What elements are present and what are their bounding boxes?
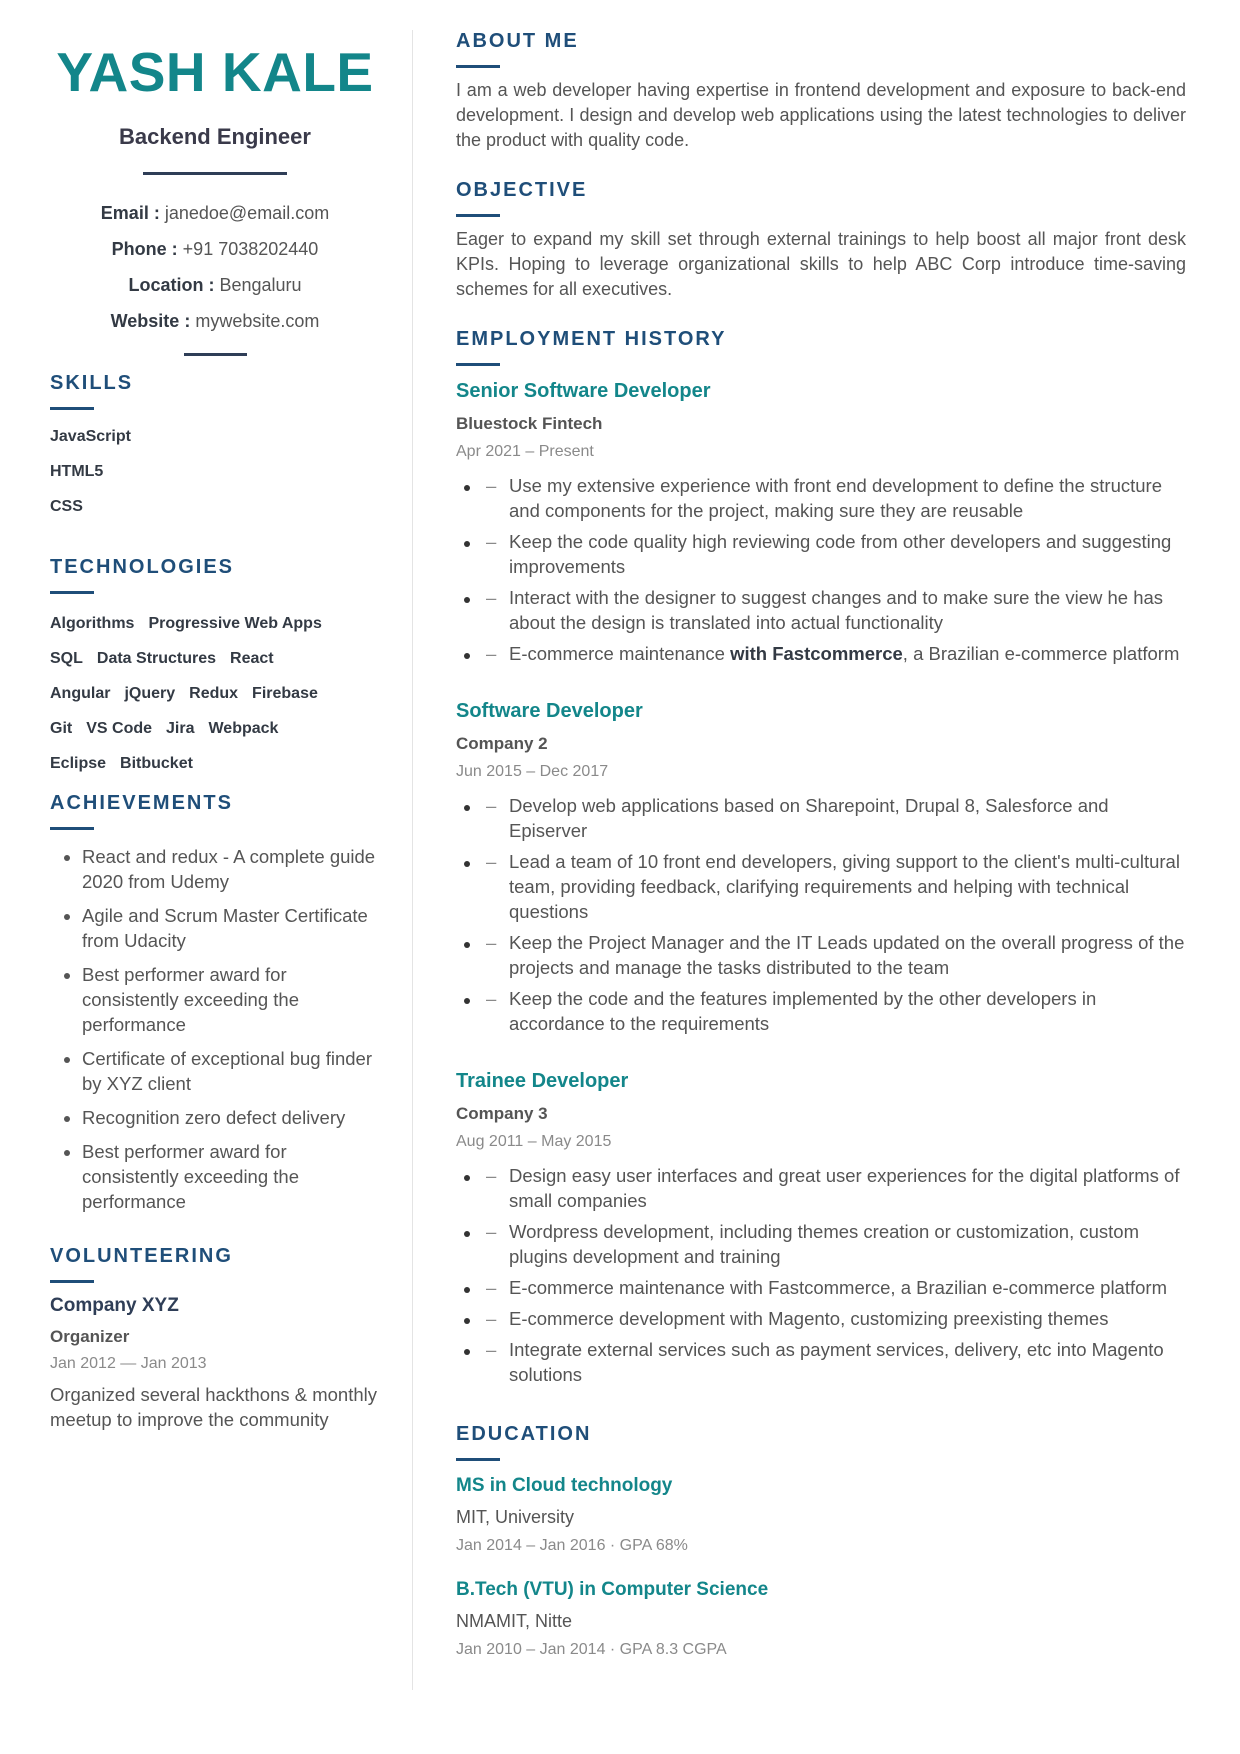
achievement-item: • Certificate of exceptional bug finder by XYZ client <box>82 1046 380 1096</box>
job-bullet: – E-commerce maintenance with Fastcommerce, a Brazilian e-commerce platform <box>456 641 1186 666</box>
job-bullets <box>456 1163 1186 1387</box>
job-bullet: – Interact with the designer to suggest changes and to make sure the view he has about the design is translated into actual functionality <box>456 585 1186 635</box>
contact-phone <box>50 231 380 267</box>
tech-row <box>50 676 380 711</box>
job-bullet: – Wordpress development, including themes creation or customization, custom plugins development and training <box>456 1219 1186 1269</box>
role-divider <box>143 172 287 175</box>
objective-heading: OBJECTIVE <box>456 179 588 201</box>
volunteering-role: Organizer <box>50 1327 130 1346</box>
tech-item: React <box>230 650 274 667</box>
achievements-section <box>50 792 380 1223</box>
job-entry <box>456 380 1186 666</box>
skill-item: CSS <box>50 498 83 515</box>
education-heading: EDUCATION <box>456 1423 592 1445</box>
achievement-item: • Best performer award for consistently exceeding the performance <box>82 962 380 1037</box>
about-heading: ABOUT ME <box>456 30 579 52</box>
about-section <box>456 30 1186 153</box>
sidebar-header <box>50 30 380 356</box>
job-bullet: – Develop web applications based on Sharepoint, Drupal 8, Salesforce and Episerver <box>456 793 1186 843</box>
email-label: Email : <box>100 203 160 223</box>
tech-item: Firebase <box>252 685 318 702</box>
volunteering-section <box>50 1245 380 1432</box>
technologies-section <box>50 556 380 781</box>
education-institution: MIT, University <box>456 1507 575 1527</box>
education-meta: Jan 2014 – Jan 2016 · GPA 68% <box>456 1537 688 1554</box>
skills-list <box>50 428 380 533</box>
education-rule <box>456 1458 500 1461</box>
about-text: I am a web developer having expertise in frontend development and exposure to back-end development. I design and develop web applications using the latest technologies to deliver the product with quality code. <box>456 80 1186 150</box>
job-title: Senior Software Developer <box>456 380 711 402</box>
job-bullet: – Keep the code and the features implemented by the other developers in accordance to the requirements <box>456 986 1186 1036</box>
education-institution: NMAMIT, Nitte <box>456 1611 573 1631</box>
location-value: Bengaluru <box>219 275 302 295</box>
column-divider <box>412 30 413 1690</box>
tech-row <box>50 606 380 641</box>
tech-item: Bitbucket <box>120 755 193 772</box>
achievements-list <box>50 844 380 1214</box>
employment-heading: EMPLOYMENT HISTORY <box>456 328 727 350</box>
job-bullet: – Keep the Project Manager and the IT Leads updated on the overall progress of the projects and manage the tasks distributed to the team <box>456 930 1186 980</box>
volunteering-dates: Jan 2012 — Jan 2013 <box>50 1355 207 1372</box>
phone-label: Phone : <box>111 239 178 259</box>
employment-rule <box>456 363 500 366</box>
phone-value: +91 7038202440 <box>182 239 319 259</box>
tech-row <box>50 641 380 676</box>
contact-website <box>50 303 380 339</box>
job-title: Trainee Developer <box>456 1070 629 1092</box>
website-value: mywebsite.com <box>195 311 320 331</box>
tech-item: Angular <box>50 685 111 702</box>
education-meta: Jan 2010 – Jan 2014 · GPA 8.3 CGPA <box>456 1641 727 1658</box>
tech-item: Algorithms <box>50 615 135 632</box>
job-company: Company 2 <box>456 734 548 753</box>
tech-item: VS Code <box>86 720 153 737</box>
tech-item: Redux <box>189 685 239 702</box>
volunteering-heading: VOLUNTEERING <box>50 1245 233 1267</box>
skill-item: HTML5 <box>50 463 104 480</box>
job-bullet: – Lead a team of 10 front end developers, giving support to the client's multi-cultural team, providing feedback, clarifying requirements and helping with technical questions <box>456 849 1186 924</box>
skills-rule <box>50 407 94 410</box>
job-bullet: – Use my extensive experience with front end development to define the structure and components for the project, making sure they are reusable <box>456 473 1186 523</box>
skill-item: JavaScript <box>50 428 131 445</box>
candidate-name: YASH KALE <box>56 41 374 103</box>
job-dates: Jun 2015 – Dec 2017 <box>456 763 609 780</box>
job-bullets <box>456 793 1186 1036</box>
education-degree: B.Tech (VTU) in Computer Science <box>456 1579 769 1600</box>
email-value: janedoe@email.com <box>164 203 330 223</box>
tech-item: Git <box>50 720 73 737</box>
tech-item: Progressive Web Apps <box>148 615 322 632</box>
candidate-role: Backend Engineer <box>119 124 311 149</box>
contact-divider <box>184 353 247 356</box>
job-dates: Aug 2011 – May 2015 <box>456 1133 612 1150</box>
tech-row <box>50 711 380 746</box>
tech-item: Eclipse <box>50 755 107 772</box>
achievement-item: • Best performer award for consistently exceeding the performance <box>82 1139 380 1214</box>
job-bullet: – Design easy user interfaces and great user experiences for the digital platforms of small companies <box>456 1163 1186 1213</box>
about-rule <box>456 65 500 68</box>
tech-item: Data Structures <box>96 650 217 667</box>
contact-email <box>50 195 380 231</box>
employment-section <box>456 328 1186 1387</box>
technologies-rule <box>50 591 94 594</box>
volunteering-description: Organized several hackthons & monthly meetup to improve the community <box>50 1384 378 1430</box>
job-dates: Apr 2021 – Present <box>456 443 594 460</box>
location-label: Location : <box>128 275 215 295</box>
volunteering-company: Company XYZ <box>50 1295 179 1316</box>
main-column <box>456 30 1186 1659</box>
skills-section <box>50 372 380 533</box>
job-entry <box>456 700 1186 1036</box>
education-entry <box>456 1475 1186 1555</box>
objective-section <box>456 179 1186 302</box>
objective-text: Eager to expand my skill set through external trainings to help boost all major front desk KPIs. Hoping to leverage organizational skills to help ABC Corp introduce time-saving schemes for all executives. <box>456 229 1186 299</box>
job-company: Company 3 <box>456 1104 548 1123</box>
volunteering-rule <box>50 1280 94 1283</box>
achievements-heading: ACHIEVEMENTS <box>50 792 233 814</box>
education-degree: MS in Cloud technology <box>456 1475 673 1496</box>
tech-item: Jira <box>166 720 195 737</box>
achievements-rule <box>50 827 94 830</box>
tech-item: jQuery <box>124 685 176 702</box>
objective-rule <box>456 214 500 217</box>
education-entry <box>456 1579 1186 1659</box>
skills-heading: SKILLS <box>50 372 134 394</box>
technologies-heading: TECHNOLOGIES <box>50 556 235 578</box>
tech-item: SQL <box>50 650 83 667</box>
tech-row <box>50 746 380 781</box>
job-bullet: – E-commerce maintenance with Fastcommerce, a Brazilian e-commerce platform <box>456 1275 1186 1300</box>
contact-location <box>50 267 380 303</box>
job-bullets <box>456 473 1186 666</box>
technologies-list <box>50 606 380 781</box>
job-title: Software Developer <box>456 700 643 722</box>
education-section <box>456 1423 1186 1659</box>
tech-item: Webpack <box>208 720 279 737</box>
job-company: Bluestock Fintech <box>456 414 603 433</box>
job-entry <box>456 1070 1186 1387</box>
job-bullet: – E-commerce development with Magento, customizing preexisting themes <box>456 1306 1186 1331</box>
achievement-item: • React and redux - A complete guide 2020 from Udemy <box>82 844 380 894</box>
contact-info <box>50 195 380 339</box>
achievement-item: • Recognition zero defect delivery <box>82 1105 380 1130</box>
job-bullet: – Integrate external services such as payment services, delivery, etc into Magento solutions <box>456 1337 1186 1387</box>
job-bullet: – Keep the code quality high reviewing code from other developers and suggesting improvements <box>456 529 1186 579</box>
website-label: Website : <box>110 311 191 331</box>
achievement-item: • Agile and Scrum Master Certificate from Udacity <box>82 903 380 953</box>
